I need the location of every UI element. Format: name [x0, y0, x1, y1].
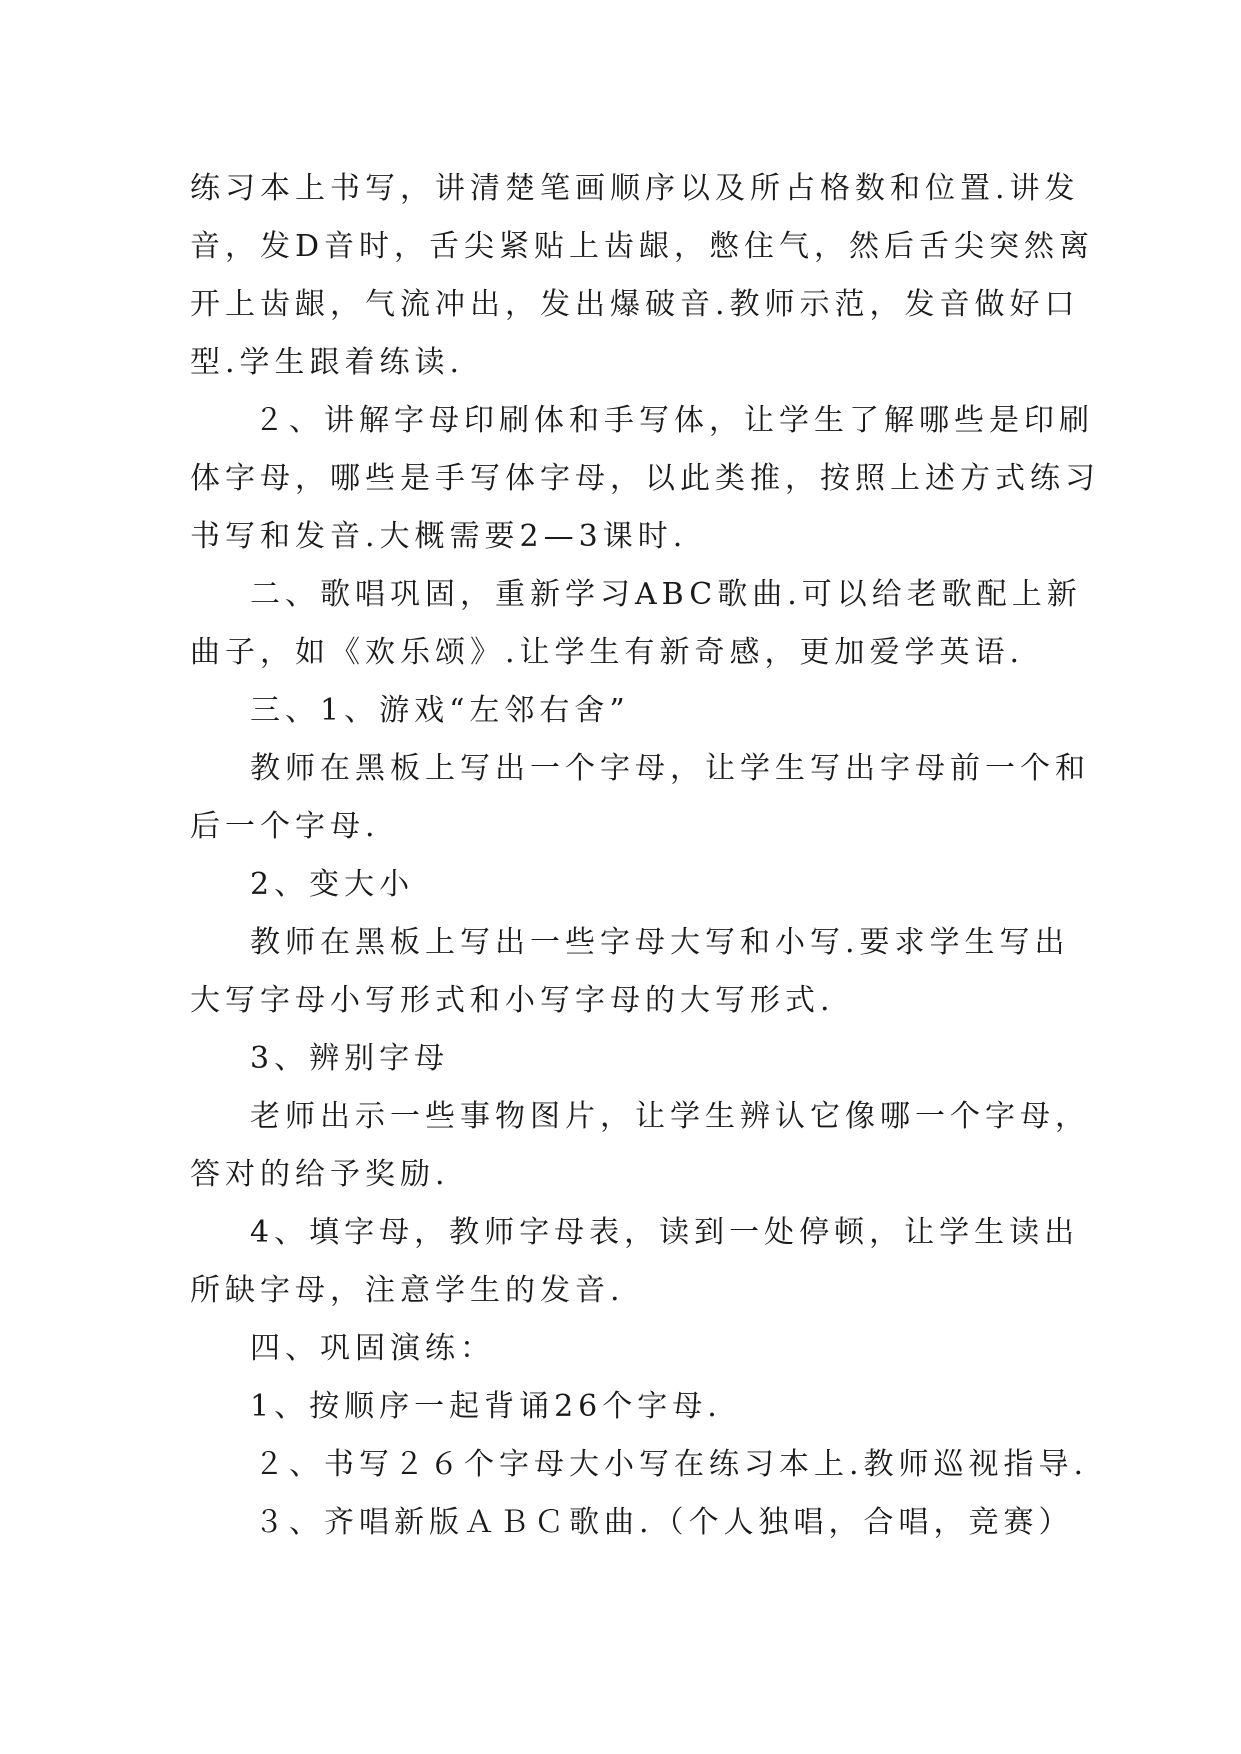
text-line: 型.学生跟着练读. [190, 345, 465, 380]
text-line: 教师在黑板上写出一些字母大写和小写.要求学生写出 [250, 925, 1070, 960]
text-line: 3、辨别字母 [250, 1041, 450, 1076]
document-body [190, 160, 1100, 1552]
text-line: 2、变大小 [250, 867, 415, 902]
text-line: ２、讲解字母印刷体和手写体，让学生了解哪些是印刷 [254, 403, 1094, 438]
text-line: 后一个字母. [190, 809, 380, 844]
text-line: ２、书写２６个字母大小写在练习本上.教师巡视指导. [254, 1447, 1089, 1482]
text-line: 书写和发音.大概需要2—3课时. [190, 519, 688, 554]
text-line: 三、1、游戏“左邻右舍” [250, 693, 630, 728]
text-line: 练习本上书写，讲清楚笔画顺序以及所占格数和位置.讲发 [190, 171, 1080, 206]
text-line: 1、按顺序一起背诵26个字母. [250, 1389, 722, 1424]
text-line: 教师在黑板上写出一个字母，让学生写出字母前一个和 [250, 751, 1090, 786]
text-line: 体字母，哪些是手写体字母，以此类推，按照上述方式练习 [190, 461, 1100, 496]
text-line: 老师出示一些事物图片，让学生辨认它像哪一个字母， [250, 1099, 1090, 1134]
text-line: 开上齿龈，气流冲出，发出爆破音.教师示范，发音做好口 [190, 287, 1080, 322]
text-line: 四、巩固演练： [250, 1331, 495, 1366]
text-line: 二、歌唱巩固，重新学习ABC歌曲.可以给老歌配上新 [250, 577, 1082, 612]
text-line: 4、填字母，教师字母表，读到一处停顿，让学生读出 [250, 1215, 1080, 1250]
text-line: ３、齐唱新版ＡＢＣ歌曲.（个人独唱，合唱，竞赛） [254, 1505, 1074, 1540]
text-line: 大写字母小写形式和小写字母的大写形式. [190, 983, 835, 1018]
text-line: 答对的给予奖励. [190, 1157, 450, 1192]
text-line: 曲子，如《欢乐颂》.让学生有新奇感，更加爱学英语. [190, 635, 1025, 670]
text-line: 所缺字母，注意学生的发音. [190, 1273, 625, 1308]
text-line: 音，发D音时，舌尖紧贴上齿龈，憋住气，然后舌尖突然离 [190, 229, 1095, 264]
